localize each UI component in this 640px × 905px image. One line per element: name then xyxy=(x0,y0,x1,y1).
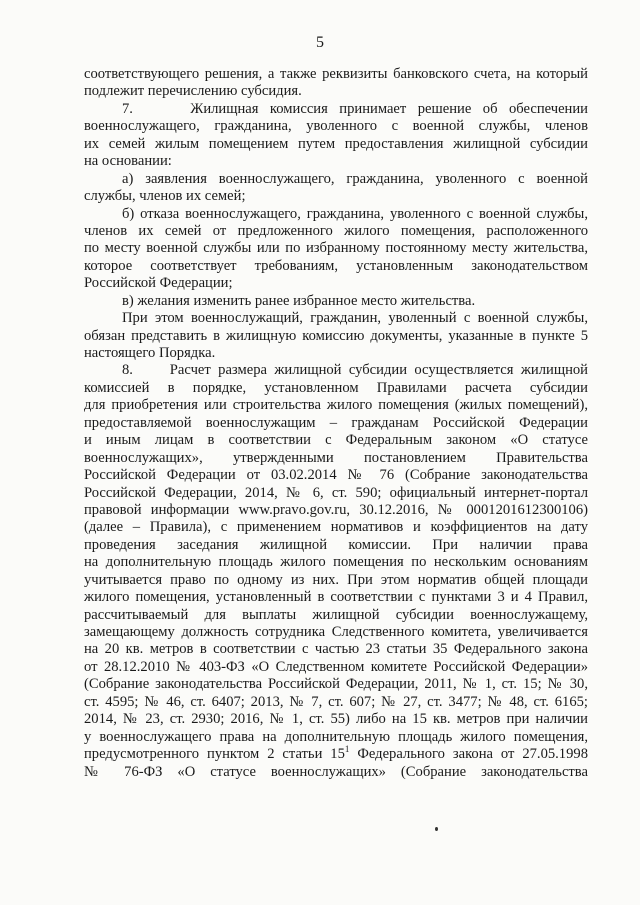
paragraph-p7 xyxy=(84,101,588,171)
text-line xyxy=(84,310,588,327)
document-body xyxy=(84,66,588,781)
text-line xyxy=(84,711,588,728)
text-line xyxy=(84,572,588,589)
line-text: и иным лицам в соответствии с Федеральным законом «О статусе xyxy=(84,432,588,449)
line-text: (далее – Правила), с применением нормативов и коэффициентов на дату xyxy=(84,519,588,536)
line-text: б) отказа военнослужащего, гражданина, уволенного с военной службы, xyxy=(122,205,588,222)
line-text: предоставляемой военнослужащим – гражданам Российской Федерации xyxy=(84,414,588,431)
line-text: правовой информации www.pravo.gov.ru, 30.12.2016, № 0001201612300106) xyxy=(84,501,588,518)
line-text: на дополнительную площадь жилого помещения по нескольким основаниям xyxy=(84,554,588,571)
line-text: замещающему должность сотрудника Следственного комитета, увеличивается xyxy=(84,624,588,640)
text-line xyxy=(84,240,588,257)
text-line xyxy=(84,641,588,658)
text-line xyxy=(84,519,588,536)
line-text: (Собрание законодательства Российской Федерации, 2011, № 1, ст. 15; № 30, xyxy=(84,676,588,693)
text-line xyxy=(84,397,588,414)
line-text: жилого помещения, установленный в соответствии с пунктами 3 и 4 Правил, xyxy=(84,589,588,606)
text-line xyxy=(84,554,588,571)
line-text: Российской Федерации, 2014, № 6, ст. 590; официальный интернет-портал xyxy=(84,484,588,501)
text-line xyxy=(84,223,588,240)
text-line xyxy=(84,537,588,554)
text-line xyxy=(84,694,588,711)
superscript: 1 xyxy=(344,744,350,755)
text-line xyxy=(84,258,588,275)
text-line xyxy=(84,607,588,624)
text-line xyxy=(84,502,588,519)
paragraph-p7d xyxy=(84,310,588,362)
scan-speck xyxy=(435,827,438,831)
line-text: проведения заседания жилищной комиссии. При наличии права xyxy=(84,536,588,553)
line-text: № 76-ФЗ «О статусе военнослужащих» (Собрание законодательства xyxy=(84,763,588,780)
line-text: При этом военнослужащий, гражданин, уволенный с военной службы, xyxy=(122,310,588,327)
line-text: по месту военной службы или по избранному постоянному месту жительства, xyxy=(84,240,588,257)
line-text: на 20 кв. метров в соответствии с частью 23 статьи 35 Федерального закона xyxy=(84,641,588,658)
line-text: их семей жилым помещением путем предоставления жилищной субсидии xyxy=(84,135,588,152)
text-line xyxy=(84,171,588,188)
text-line xyxy=(84,83,588,100)
line-text: предусмотренного пунктом 2 статьи 15 xyxy=(84,746,345,763)
text-line xyxy=(84,415,588,432)
text-line xyxy=(84,659,588,676)
text-line xyxy=(84,188,588,205)
line-text: которое соответствует требованиям, установленным законодательством xyxy=(84,257,588,274)
line-text: для приобретения или строительства жилого помещения (жилых помещений), xyxy=(84,397,588,414)
text-line xyxy=(84,66,588,83)
line-text: 8. Расчет размера жилищной субсидии осуществляется жилищной xyxy=(122,362,588,379)
text-line xyxy=(84,589,588,606)
line-text: подлежит перечислению субсидия. xyxy=(84,83,302,100)
line-text: службы, членов их семей; xyxy=(84,188,246,205)
text-line xyxy=(84,450,588,467)
line-text-after: Федерального закона от 27.05.1998 xyxy=(349,746,588,763)
line-text: у военнослужащего права на дополнительную площадь жилого помещения, xyxy=(84,728,588,745)
text-line xyxy=(84,136,588,153)
line-text: Российской Федерации; xyxy=(84,275,233,292)
text-line xyxy=(84,206,588,223)
line-text: обязан представить в жилищную комиссию документы, указанные в пункте 5 xyxy=(84,327,588,344)
text-line xyxy=(84,467,588,484)
text-line xyxy=(84,101,588,118)
text-line xyxy=(84,345,588,362)
line-text: военнослужащих», утвержденными постановлением Правительства xyxy=(84,449,588,466)
paragraph-p-cont xyxy=(84,66,588,101)
text-line xyxy=(84,485,588,502)
text-line xyxy=(84,729,588,746)
page-number: 5 xyxy=(316,34,324,51)
text-line xyxy=(84,676,588,693)
text-line xyxy=(84,328,588,345)
paragraph-p7c xyxy=(84,293,588,310)
line-text: 2014, № 23, ст. 2930; 2016, № 1, ст. 55) либо на 15 кв. метров при наличии xyxy=(84,711,588,728)
line-text: настоящего Порядка. xyxy=(84,345,216,361)
line-text: рассчитываемый для выплаты жилищной субсидии военнослужащему, xyxy=(84,606,588,623)
text-line xyxy=(84,432,588,449)
line-text: членов их семей от предложенного жилого помещения, расположенного xyxy=(84,222,588,239)
line-text: а) заявления военнослужащего, гражданина, уволенного с военной xyxy=(122,170,588,187)
text-line xyxy=(84,764,588,781)
text-line xyxy=(84,118,588,135)
line-text: Российской Федерации от 03.02.2014 № 76 (Собрание законодательства xyxy=(84,467,588,484)
line-text: в) желания изменить ранее избранное место жительства. xyxy=(122,292,476,309)
text-line xyxy=(84,746,588,763)
text-line xyxy=(84,624,588,641)
line-text: на основании: xyxy=(84,153,172,170)
text-line xyxy=(84,153,588,170)
line-text: соответствующего решения, а также реквизиты банковского счета, на который xyxy=(84,66,588,82)
paragraph-p7b xyxy=(84,206,588,293)
line-text: военнослужащего, гражданина, уволенного с военной службы, членов xyxy=(84,118,588,135)
line-text: 7. Жилищная комиссия принимает решение об обеспечении xyxy=(122,100,588,117)
text-line xyxy=(84,275,588,292)
text-line xyxy=(84,380,588,397)
paragraph-p7a xyxy=(84,171,588,206)
line-text: учитывается право по одному из них. При этом норматив общей площади xyxy=(84,571,588,588)
paragraph-p8 xyxy=(84,362,588,781)
line-text: ст. 4595; № 46, ст. 6407; 2013, № 7, ст. 607; № 27, ст. 3477; № 48, ст. 6165; xyxy=(84,693,588,710)
text-line xyxy=(84,362,588,379)
line-text: от 28.12.2010 № 403-ФЗ «О Следственном комитете Российской Федерации» xyxy=(84,658,588,675)
line-text: комиссией в порядке, установленном Правилами расчета субсидии xyxy=(84,379,588,396)
text-line xyxy=(84,293,588,310)
